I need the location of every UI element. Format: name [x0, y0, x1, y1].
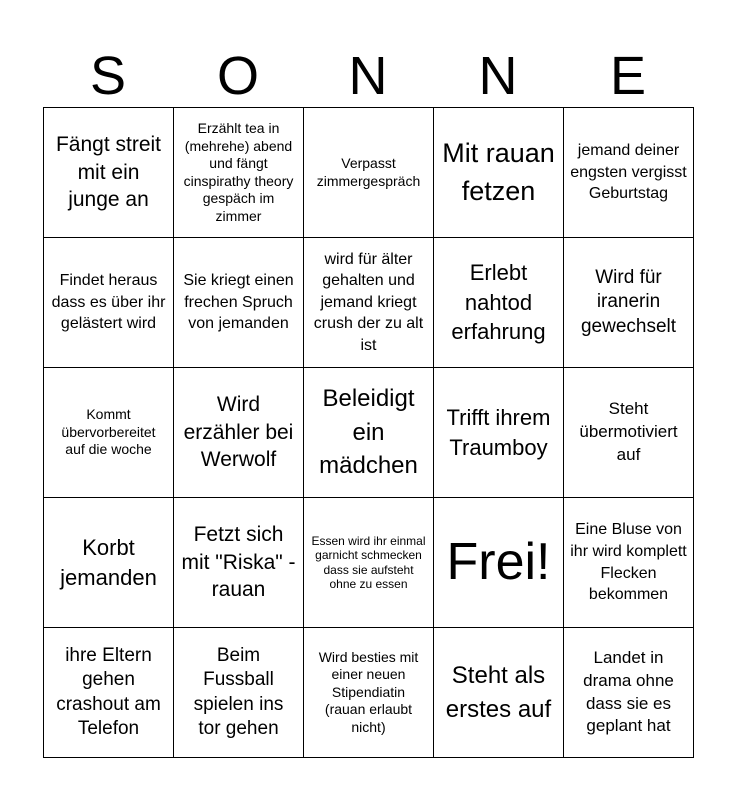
bingo-cell[interactable]	[564, 628, 694, 758]
title-letter-e: E	[609, 46, 647, 106]
cell-text: Kommt übervorbereitet auf die woche	[61, 406, 156, 458]
bingo-cell[interactable]	[434, 238, 564, 368]
title-letter-s: S	[89, 46, 127, 106]
bingo-cell[interactable]	[434, 628, 564, 758]
bingo-grid	[43, 107, 694, 758]
free-space-label: Frei!	[446, 532, 551, 591]
cell-text: Erzählt tea in (mehrehe) abend und fängt cinspirathy theory gespäch im zimmer	[183, 120, 294, 224]
bingo-cell[interactable]	[174, 628, 304, 758]
cell-text: Landet in drama ohne dass sie es geplant hat	[583, 647, 674, 736]
bingo-cell[interactable]	[174, 108, 304, 238]
free-space-cell[interactable]	[434, 498, 564, 628]
cell-text: Trifft ihrem Traumboy	[446, 404, 551, 460]
bingo-cell[interactable]	[434, 108, 564, 238]
bingo-cell[interactable]	[304, 368, 434, 498]
cell-text: Steht als erstes auf	[445, 661, 552, 723]
bingo-cell[interactable]	[564, 498, 694, 628]
cell-text: Wird besties mit einer neuen Stipendiatin (rauan erlaubt nicht)	[318, 648, 419, 735]
bingo-cell[interactable]	[564, 238, 694, 368]
cell-text: Wird erzähler bei Werwolf	[183, 392, 294, 472]
title-letter-n-2: N	[478, 46, 518, 106]
cell-text: Mit rauan fetzen	[442, 137, 555, 206]
cell-text: Fängt streit mit ein junge an	[55, 132, 162, 212]
cell-text: Beim Fussball spielen ins tor gehen	[193, 644, 284, 739]
bingo-cell[interactable]	[304, 628, 434, 758]
bingo-cell[interactable]	[304, 108, 434, 238]
cell-text: Beleidigt ein mädchen	[319, 385, 418, 480]
cell-text: jemand deiner engsten vergisst Geburtstag	[570, 142, 687, 203]
bingo-cell[interactable]	[44, 368, 174, 498]
bingo-cell[interactable]	[174, 498, 304, 628]
bingo-cell[interactable]	[44, 108, 174, 238]
cell-text: ihre Eltern gehen crashout am Telefon	[56, 644, 161, 739]
bingo-cell[interactable]	[434, 368, 564, 498]
bingo-cell[interactable]	[174, 368, 304, 498]
cell-text: Eine Bluse von ihr wird komplett Flecken bekommen	[570, 521, 687, 604]
cell-text: Sie kriegt einen frechen Spruch von jemanden	[183, 272, 294, 333]
bingo-cell[interactable]	[304, 238, 434, 368]
title-letter-n: N	[348, 46, 388, 106]
cell-text: Verpasst zimmergespräch	[316, 155, 421, 189]
bingo-cell[interactable]	[174, 238, 304, 368]
cell-text: Wird für iranerin gewechselt	[580, 267, 677, 337]
bingo-cell[interactable]	[44, 498, 174, 628]
cell-text: Erlebt nahtod erfahrung	[451, 259, 546, 345]
title-letter-o: O	[216, 46, 259, 106]
cell-text: Findet heraus dass es über ihr gelästert wird	[51, 272, 166, 333]
cell-text: wird für älter gehalten und jemand kriegt crush der zu alt ist	[313, 250, 424, 354]
bingo-title	[43, 44, 693, 108]
bingo-cell[interactable]	[564, 368, 694, 498]
bingo-cell[interactable]	[44, 238, 174, 368]
bingo-cell[interactable]	[564, 108, 694, 238]
bingo-cell[interactable]	[304, 498, 434, 628]
bingo-cell[interactable]	[44, 628, 174, 758]
cell-text: Korbt jemanden	[60, 534, 157, 590]
cell-text: Fetzt sich mit "Riska" - rauan	[181, 522, 296, 602]
cell-text: Essen wird ihr einmal garnicht schmecken dass sie aufsteht ohne zu essen	[311, 533, 426, 591]
cell-text: Steht übermotiviert auf	[579, 399, 678, 464]
